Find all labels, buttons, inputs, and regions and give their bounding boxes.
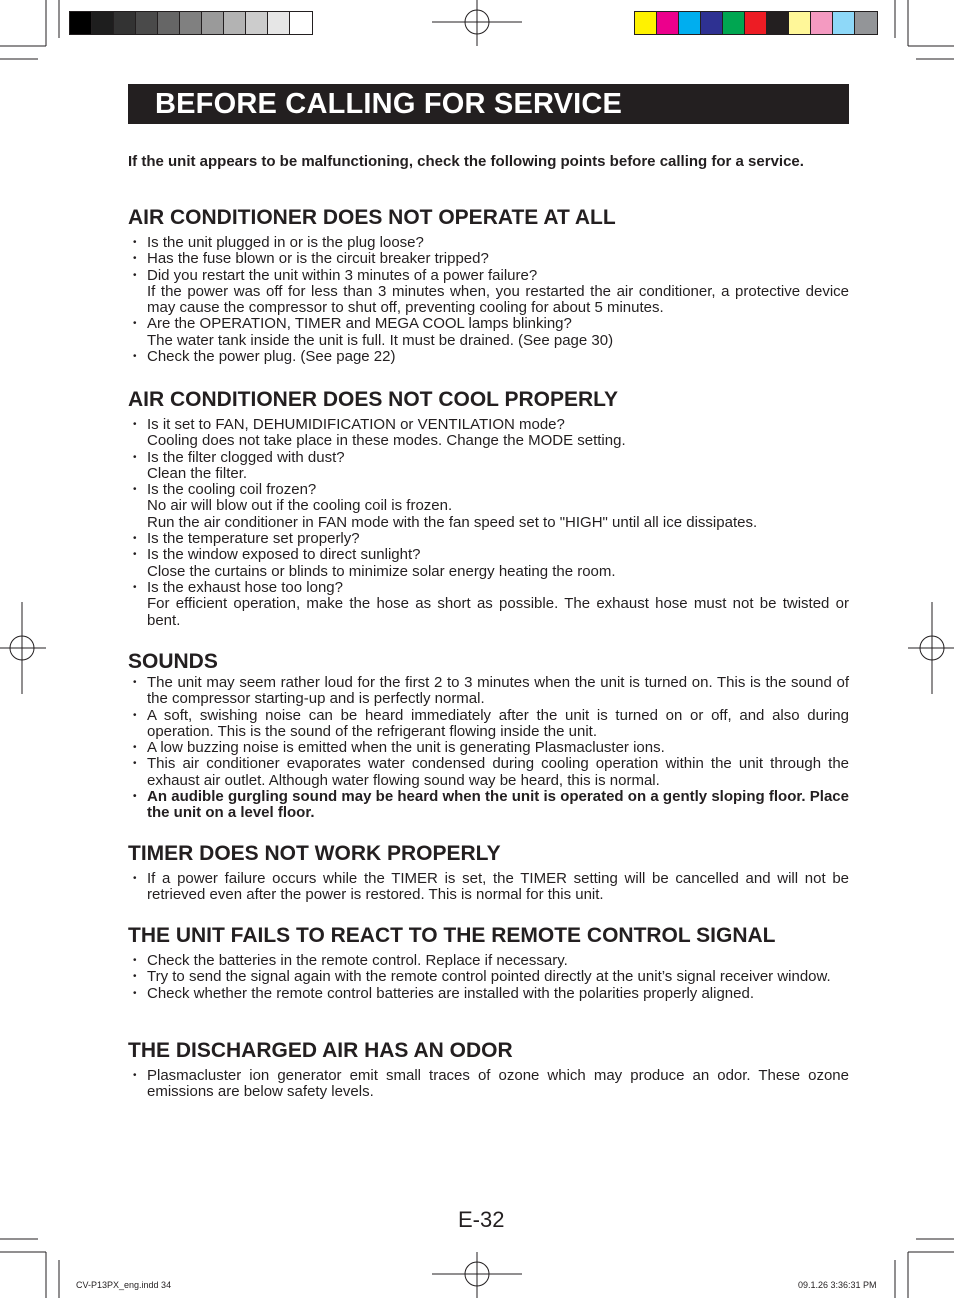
section-not-operate xyxy=(128,206,849,365)
color-swatch xyxy=(723,12,745,34)
list-item xyxy=(128,349,849,365)
section-sounds xyxy=(128,650,849,822)
color-swatch xyxy=(180,12,202,34)
list-item xyxy=(128,580,849,629)
item-text: Is the unit plugged in or is the plug loose? xyxy=(147,234,424,251)
item-text: A low buzzing noise is emitted when the unit is generating Plasmacluster ions. xyxy=(147,739,665,757)
page-number: E-32 xyxy=(458,1207,505,1232)
item-text: Is the window exposed to direct sunlight? xyxy=(147,546,421,564)
color-swatch xyxy=(92,12,114,34)
item-note: Cooling does not take place in these modes. Change the MODE setting. xyxy=(147,432,626,450)
item-text: This air conditioner evaporates water condensed during cooling operation within the unit through the exhaust air outlet. Although water flowing sound way be heard, this is normal. xyxy=(147,755,849,789)
list-item xyxy=(128,675,849,708)
color-swatch xyxy=(290,12,312,34)
item-note: No air will blow out if the cooling coil is frozen. xyxy=(147,497,453,515)
color-swatch xyxy=(679,12,701,34)
item-note: Clean the filter. xyxy=(147,464,248,482)
item-text: Try to send the signal again with the remote control pointed directly at the unit’s signal receiver window. xyxy=(147,968,831,986)
color-swatch xyxy=(855,12,877,34)
item-text: A soft, swishing noise can be heard immediately after the unit is turned on or off, and also during operation. This is the sound of the refrigerant flowing inside the unit. xyxy=(147,706,849,740)
color-swatch xyxy=(767,12,789,34)
item-note: If the power was off for less than 3 minutes when, you restarted the air conditioner, a protective device may cause the compressor to shut off, preventing cooling for about 5 minutes. xyxy=(147,282,849,317)
item-text: Check the batteries in the remote control. Replace if necessary. xyxy=(147,952,568,969)
color-swatch xyxy=(202,12,224,34)
item-text: The unit may seem rather loud for the first 2 to 3 minutes when the unit is turned on. This is the sound of the compressor starting-up and is perfectly normal. xyxy=(147,674,849,708)
color-swatch xyxy=(246,12,268,34)
section-heading: AIR CONDITIONER DOES NOT OPERATE AT ALL xyxy=(128,206,616,229)
list-item xyxy=(128,268,849,317)
intro-text: If the unit appears to be malfunctioning, check the following points before calling for a service. xyxy=(128,153,804,170)
section-odor xyxy=(128,1039,849,1101)
color-swatch xyxy=(114,12,136,34)
color-swatch xyxy=(811,12,833,34)
list-item xyxy=(128,756,849,789)
list-item xyxy=(128,482,849,531)
color-swatch xyxy=(224,12,246,34)
section-not-cool xyxy=(128,388,849,629)
item-text: Is it set to FAN, DEHUMIDIFICATION or VENTILATION mode? xyxy=(147,416,565,433)
item-text: Check whether the remote control batteries are installed with the polarities properly aligned. xyxy=(147,984,754,1002)
list-item xyxy=(128,708,849,741)
list-item xyxy=(128,417,849,450)
section-remote xyxy=(128,924,849,1002)
checklist xyxy=(128,417,849,629)
list-item xyxy=(128,251,849,267)
item-text: Is the temperature set properly? xyxy=(147,530,360,548)
item-text: Are the OPERATION, TIMER and MEGA COOL lamps blinking? xyxy=(147,315,572,333)
footer-filename: CV-P13PX_eng.indd 34 xyxy=(76,1280,172,1290)
item-text: If a power failure occurs while the TIMER is set, the TIMER setting will be cancelled and will not be retrieved even after the power is restored. This is normal for this unit. xyxy=(147,870,849,904)
item-text: Has the fuse blown or is the circuit breaker tripped? xyxy=(147,250,489,268)
list-item xyxy=(128,740,849,756)
checklist xyxy=(128,871,849,904)
color-swatch xyxy=(701,12,723,34)
list-item-warning xyxy=(128,789,849,822)
color-swatch xyxy=(136,12,158,34)
section-timer xyxy=(128,842,849,904)
page-title: BEFORE CALLING FOR SERVICE xyxy=(128,84,849,124)
color-swatch xyxy=(657,12,679,34)
grayscale-color-bar xyxy=(69,11,313,35)
checklist xyxy=(128,235,849,365)
list-item xyxy=(128,450,849,483)
item-text: Is the filter clogged with dust? xyxy=(147,448,345,466)
item-note: Run the air conditioner in FAN mode with the fan speed set to "HIGH" until all ice dissipates. xyxy=(147,513,758,531)
list-item xyxy=(128,531,849,547)
item-note: Close the curtains or blinds to minimize solar energy heating the room. xyxy=(147,562,616,580)
item-note: The water tank inside the unit is full. It must be drained. (See page 30) xyxy=(147,331,614,349)
section-heading: SOUNDS xyxy=(128,650,218,673)
color-swatch xyxy=(789,12,811,34)
list-item xyxy=(128,953,849,969)
section-heading: THE DISCHARGED AIR HAS AN ODOR xyxy=(128,1039,513,1062)
checklist xyxy=(128,1068,849,1101)
item-text: Is the cooling coil frozen? xyxy=(147,481,317,499)
section-heading: AIR CONDITIONER DOES NOT COOL PROPERLY xyxy=(128,388,619,411)
list-item xyxy=(128,969,849,985)
checklist xyxy=(128,675,849,822)
section-heading: THE UNIT FAILS TO REACT TO THE REMOTE CONTROL SIGNAL xyxy=(128,924,776,947)
list-item xyxy=(128,871,849,904)
list-item xyxy=(128,986,849,1002)
item-text: An audible gurgling sound may be heard when the unit is operated on a gently sloping floor. Place the unit on a level floor. xyxy=(147,788,849,822)
item-text: Plasmacluster ion generator emit small traces of ozone which may produce an odor. These ozone emissions are below safety levels. xyxy=(147,1067,849,1101)
footer-timestamp: 09.1.26 3:36:31 PM xyxy=(798,1280,877,1290)
list-item xyxy=(128,1068,849,1101)
color-swatch xyxy=(635,12,657,34)
process-color-bar xyxy=(634,11,878,35)
color-swatch xyxy=(268,12,290,34)
list-item xyxy=(128,235,849,251)
item-text: Check the power plug. (See page 22) xyxy=(147,348,396,366)
item-text: Did you restart the unit within 3 minutes of a power failure? xyxy=(147,266,538,284)
color-swatch xyxy=(158,12,180,34)
list-item xyxy=(128,547,849,580)
color-swatch xyxy=(833,12,855,34)
list-item xyxy=(128,316,849,349)
color-swatch xyxy=(745,12,767,34)
checklist xyxy=(128,953,849,1002)
item-text: Is the exhaust hose too long? xyxy=(147,578,343,596)
section-heading: TIMER DOES NOT WORK PROPERLY xyxy=(128,842,501,865)
color-swatch xyxy=(70,12,92,34)
item-note: For efficient operation, make the hose as short as possible. The exhaust hose must not be twisted or bent. xyxy=(147,595,849,629)
